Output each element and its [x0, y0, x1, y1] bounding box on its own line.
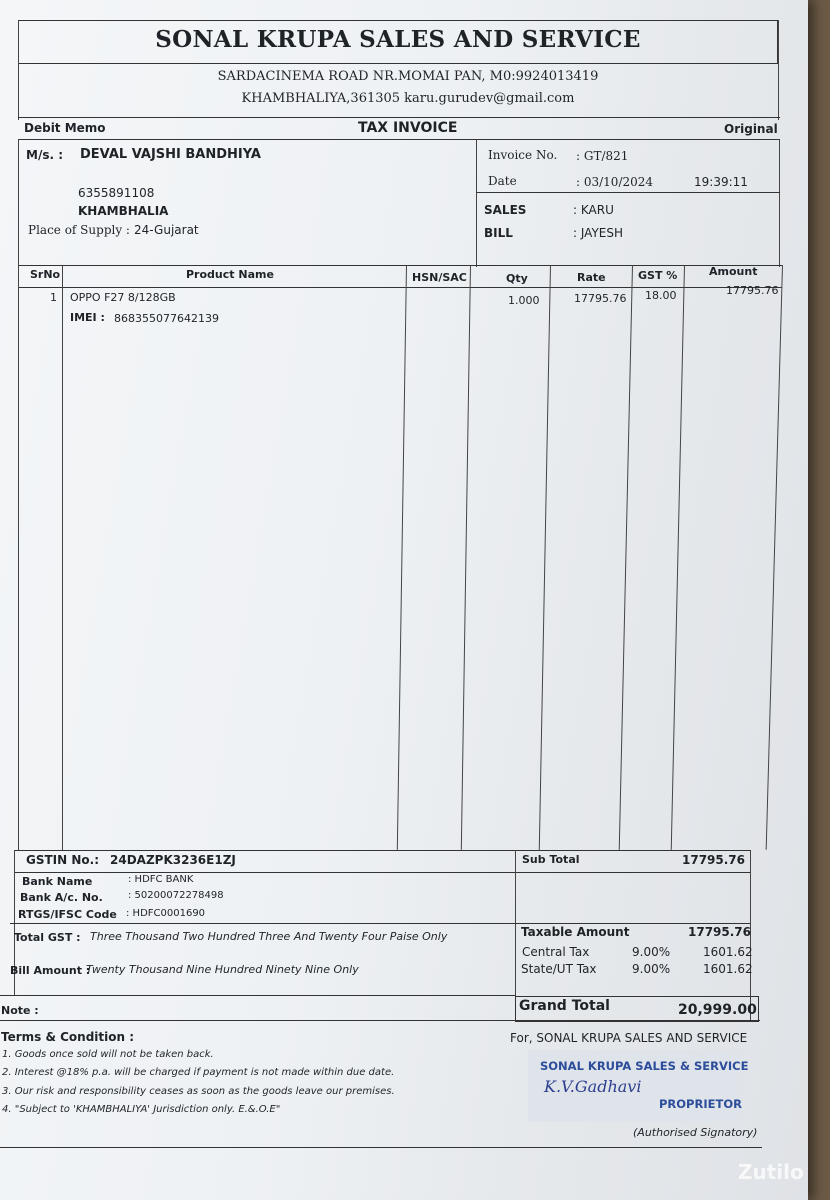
- memo-top-rule: [18, 117, 780, 118]
- subtotal-rule: [14, 872, 750, 873]
- bill-value: : JAYESH: [573, 226, 624, 240]
- for-company-label: For, SONAL KRUPA SALES AND SERVICE: [510, 1031, 748, 1045]
- grand-total-value: 20,999.00: [678, 1002, 757, 1018]
- header-gst: GST %: [638, 269, 678, 282]
- footer-divider: [515, 850, 516, 1020]
- frame-left: [18, 20, 19, 120]
- place-of-supply-label: Place of Supply :: [28, 223, 130, 237]
- gst-rule: [10, 923, 750, 924]
- place-of-supply-value: 24-Gujarat: [134, 223, 199, 237]
- bottom-rule: [0, 1147, 762, 1148]
- state-tax-rate: 9.00%: [632, 962, 671, 976]
- central-tax-label: Central Tax: [522, 945, 590, 959]
- row-qty: 1.000: [508, 294, 540, 307]
- footer-top-rule: [14, 850, 750, 851]
- term-4: 4. "Subject to 'KHAMBHALIYA' Jurisdiction only. E.&.O.E": [2, 1104, 281, 1115]
- header-amount: Amount: [709, 265, 758, 278]
- terms-title: Terms & Condition :: [1, 1030, 135, 1044]
- customer-phone: 6355891108: [78, 186, 155, 200]
- copy-type: Original: [724, 122, 778, 136]
- col-sep-1: [62, 265, 63, 850]
- stamp-signature: K.V.Gadhavi: [544, 1077, 642, 1096]
- col-sep-2: [397, 265, 407, 850]
- gstin-value: 24DAZPK3236E1ZJ: [110, 853, 236, 867]
- bank-name-label: Bank Name: [22, 875, 93, 888]
- col-sep-3: [461, 265, 471, 850]
- row-rate: 17795.76: [574, 292, 627, 305]
- address-line-1: SARDACINEMA ROAD NR.MOMAI PAN, M0:9924013419: [217, 69, 599, 84]
- grand-total-label: Grand Total: [519, 998, 610, 1014]
- date-label: Date: [488, 174, 517, 188]
- header-product: Product Name: [186, 268, 274, 281]
- ms-label: M/s. :: [26, 148, 64, 162]
- invoice-time: 19:39:11: [694, 175, 748, 189]
- bank-ac-value: : 50200072278498: [128, 890, 224, 901]
- note-label: Note :: [1, 1004, 39, 1017]
- sales-label: SALES: [484, 203, 527, 217]
- state-tax-label: State/UT Tax: [521, 962, 597, 976]
- sales-value: : KARU: [573, 203, 614, 217]
- sub-total-label: Sub Total: [522, 853, 580, 866]
- customer-right: [779, 139, 780, 267]
- note-top-rule: [0, 995, 515, 996]
- header-srno: SrNo: [30, 268, 61, 281]
- term-3: 3. Our risk and responsibility ceases as soon as the goods leave our premises.: [2, 1086, 395, 1097]
- table-left: [18, 265, 19, 850]
- watermark: Zutilo: [738, 1160, 804, 1184]
- terms-top-rule: [0, 1020, 760, 1021]
- ifsc-label: RTGS/IFSC Code: [18, 908, 117, 921]
- company-stamp: [528, 1050, 749, 1122]
- row-srno: 1: [50, 291, 57, 304]
- invoice-no-label: Invoice No.: [488, 148, 558, 162]
- header-qty: Qty: [506, 272, 528, 285]
- col-sep-4: [539, 265, 551, 850]
- term-2: 2. Interest @18% p.a. will be charged if payment is not made within due date.: [2, 1067, 395, 1078]
- customer-left: [18, 139, 19, 267]
- row-product: OPPO F27 8/128GB: [70, 291, 176, 304]
- row-imei-label: IMEI :: [70, 311, 105, 324]
- customer-city: KHAMBHALIA: [78, 204, 169, 218]
- central-tax-rate: 9.00%: [632, 945, 671, 959]
- col-sep-5: [619, 265, 633, 850]
- table-header-rule: [18, 287, 782, 288]
- header-hsn: HSN/SAC: [412, 271, 467, 284]
- company-name: SONAL KRUPA SALES AND SERVICE: [155, 26, 641, 53]
- tax-invoice-title: TAX INVOICE: [358, 120, 458, 136]
- address-line-2: KHAMBHALIYA,361305 karu.gurudev@gmail.com: [241, 91, 575, 106]
- frame-right: [778, 20, 779, 120]
- customer-name: DEVAL VAJSHI BANDHIYA: [80, 147, 261, 162]
- bank-name-value: : HDFC BANK: [128, 874, 194, 885]
- stamp-proprietor: PROPRIETOR: [659, 1097, 742, 1111]
- table-right: [766, 265, 783, 850]
- bank-ac-label: Bank A/c. No.: [20, 891, 103, 904]
- customer-top-rule: [18, 139, 780, 140]
- central-tax-amount: 1601.62: [703, 945, 753, 959]
- table-top-rule: [18, 265, 782, 266]
- row-imei: 868355077642139: [114, 312, 219, 325]
- taxable-label: Taxable Amount: [521, 925, 630, 939]
- debit-memo-label: Debit Memo: [24, 121, 106, 135]
- bill-label: BILL: [484, 226, 513, 240]
- total-gst-words: Three Thousand Two Hundred Three And Twenty Four Paise Only: [90, 930, 448, 943]
- invoice-mid-rule: [476, 192, 780, 193]
- ifsc-value: : HDFC0001690: [126, 908, 206, 919]
- stamp-company-name: SONAL KRUPA SALES & SERVICE: [540, 1059, 749, 1073]
- row-amount: 17795.76: [726, 284, 779, 297]
- sub-total-value: 17795.76: [682, 853, 746, 867]
- total-gst-label: Total GST :: [14, 931, 81, 944]
- invoice-no-value: : GT/821: [576, 149, 629, 163]
- taxable-value: 17795.76: [688, 925, 752, 939]
- gstin-label: GSTIN No.:: [26, 853, 100, 867]
- customer-divider: [476, 139, 477, 267]
- term-1: 1. Goods once sold will not be taken back.: [2, 1049, 214, 1060]
- header-rate: Rate: [577, 271, 606, 284]
- date-value: : 03/10/2024: [576, 175, 654, 189]
- bill-amount-words: Twenty Thousand Nine Hundred Ninety Nine Only: [86, 963, 359, 976]
- bill-amount-label: Bill Amount :: [10, 964, 91, 977]
- state-tax-amount: 1601.62: [703, 962, 753, 976]
- authorised-signatory: (Authorised Signatory): [633, 1126, 758, 1139]
- col-sep-6: [671, 265, 685, 850]
- row-gst: 18.00: [645, 289, 677, 302]
